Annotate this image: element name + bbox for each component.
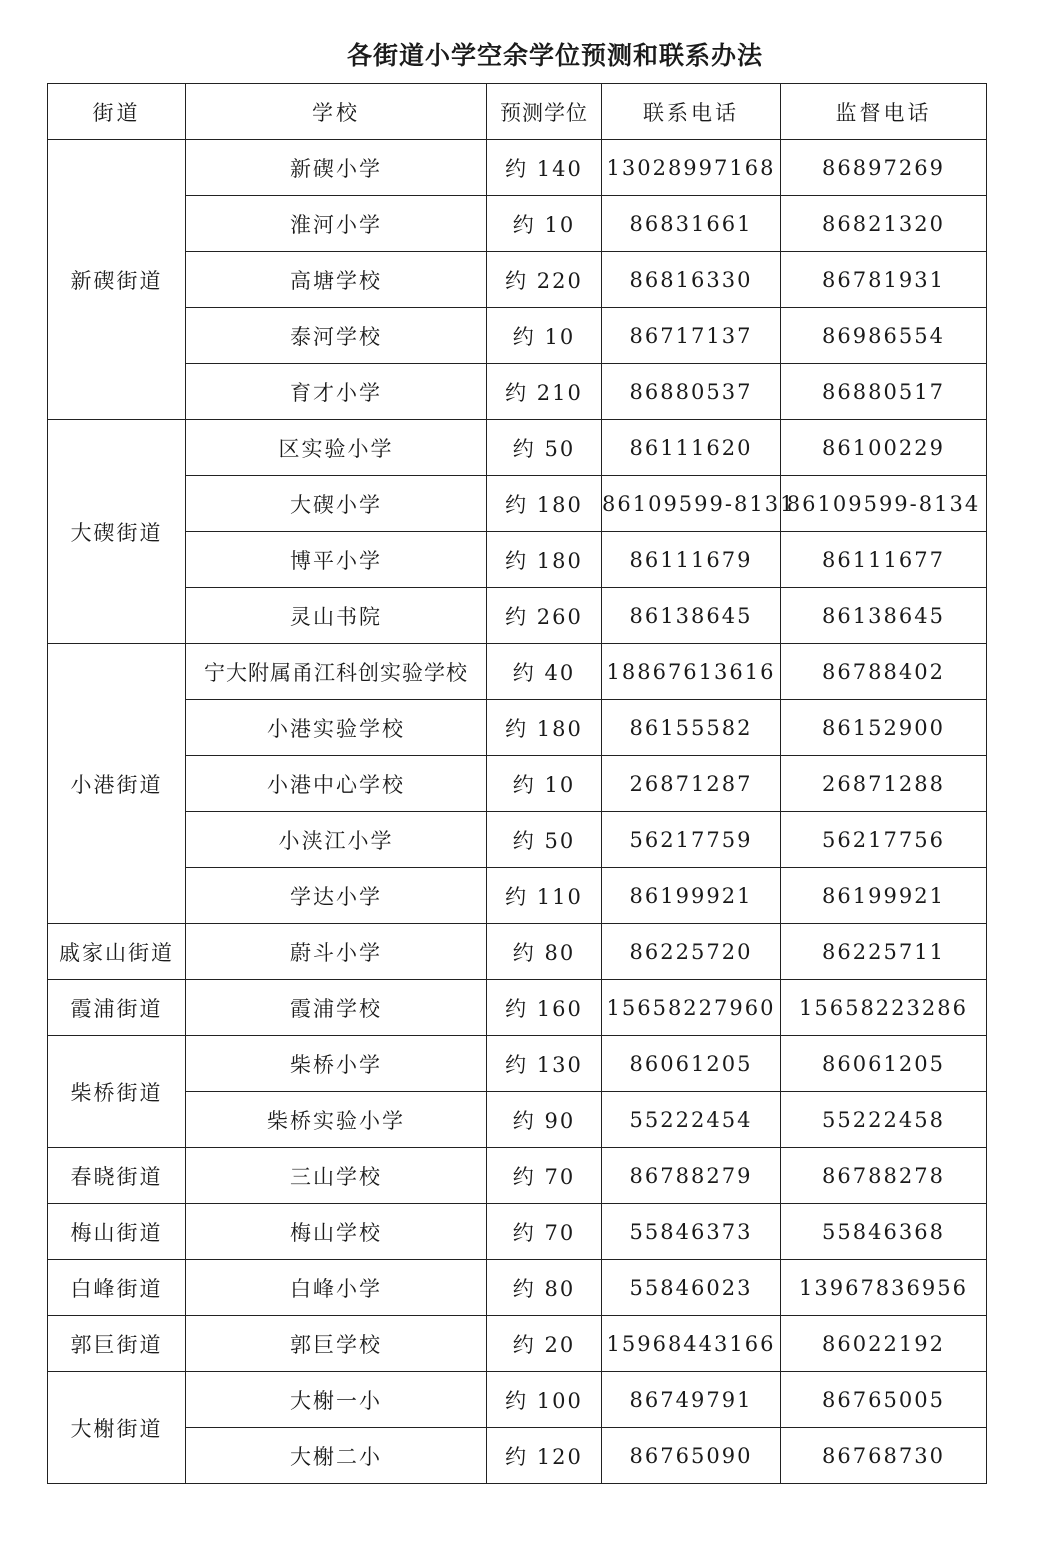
table-row — [48, 252, 987, 308]
street-cell: 柴桥街道 — [48, 1036, 186, 1148]
school-cell: 小港实验学校 — [186, 700, 487, 756]
seats-cell: 约 160 — [487, 980, 602, 1036]
contact-phone-cell: 86138645 — [602, 588, 781, 644]
table-row — [48, 196, 987, 252]
seats-cell: 约 130 — [487, 1036, 602, 1092]
school-cell: 霞浦学校 — [186, 980, 487, 1036]
seats-cell: 约 80 — [487, 1260, 602, 1316]
table-row — [48, 476, 987, 532]
street-cell: 白峰街道 — [48, 1260, 186, 1316]
table-row — [48, 1428, 987, 1484]
supervise-phone-cell: 86788278 — [781, 1148, 987, 1204]
seats-cell: 约 120 — [487, 1428, 602, 1484]
school-cell: 梅山学校 — [186, 1204, 487, 1260]
seats-cell: 约 50 — [487, 812, 602, 868]
supervise-phone-cell: 86897269 — [781, 140, 987, 196]
seats-cell: 约 210 — [487, 364, 602, 420]
supervise-phone-cell: 86986554 — [781, 308, 987, 364]
seats-cell: 约 10 — [487, 196, 602, 252]
school-cell: 新碶小学 — [186, 140, 487, 196]
header-contact: 联系电话 — [602, 84, 781, 140]
school-cell: 柴桥实验小学 — [186, 1092, 487, 1148]
street-cell: 大榭街道 — [48, 1372, 186, 1484]
supervise-phone-cell: 56217756 — [781, 812, 987, 868]
contact-phone-cell: 86765090 — [602, 1428, 781, 1484]
header-school: 学校 — [186, 84, 487, 140]
contact-phone-cell: 86109599-8131 — [602, 476, 781, 532]
seats-cell: 约 70 — [487, 1204, 602, 1260]
school-cell: 白峰小学 — [186, 1260, 487, 1316]
street-cell: 梅山街道 — [48, 1204, 186, 1260]
table-row — [48, 644, 987, 700]
table-row — [48, 1092, 987, 1148]
school-cell: 泰河学校 — [186, 308, 487, 364]
school-cell: 小港中心学校 — [186, 756, 487, 812]
school-cell: 小浃江小学 — [186, 812, 487, 868]
supervise-phone-cell: 86022192 — [781, 1316, 987, 1372]
header-row — [48, 84, 987, 140]
header-supervise: 监督电话 — [781, 84, 987, 140]
school-cell: 大碶小学 — [186, 476, 487, 532]
contact-phone-cell: 15968443166 — [602, 1316, 781, 1372]
street-cell: 新碶街道 — [48, 140, 186, 420]
table-row — [48, 700, 987, 756]
supervise-phone-cell: 86111677 — [781, 532, 987, 588]
school-cell: 大榭二小 — [186, 1428, 487, 1484]
supervise-phone-cell: 15658223286 — [781, 980, 987, 1036]
supervise-phone-cell: 86821320 — [781, 196, 987, 252]
seats-cell: 约 180 — [487, 476, 602, 532]
table-row — [48, 980, 987, 1036]
page-title: 各街道小学空余学位预测和联系办法 — [346, 41, 763, 70]
supervise-phone-cell: 55846368 — [781, 1204, 987, 1260]
header-seats: 预测学位 — [487, 84, 602, 140]
supervise-phone-cell: 55222458 — [781, 1092, 987, 1148]
seats-cell: 约 180 — [487, 700, 602, 756]
seats-cell: 约 10 — [487, 756, 602, 812]
seats-cell: 约 220 — [487, 252, 602, 308]
school-cell: 淮河小学 — [186, 196, 487, 252]
table-row — [48, 868, 987, 924]
contact-phone-cell: 56217759 — [602, 812, 781, 868]
contact-phone-cell: 86831661 — [602, 196, 781, 252]
supervise-phone-cell: 86109599-8134 — [781, 476, 987, 532]
contact-phone-cell: 86111620 — [602, 420, 781, 476]
street-cell: 霞浦街道 — [48, 980, 186, 1036]
school-cell: 郭巨学校 — [186, 1316, 487, 1372]
school-seats-table — [47, 83, 987, 1484]
table-row — [48, 756, 987, 812]
school-cell: 区实验小学 — [186, 420, 487, 476]
street-cell: 春晓街道 — [48, 1148, 186, 1204]
table-row — [48, 532, 987, 588]
header-street: 街道 — [48, 84, 186, 140]
school-cell: 三山学校 — [186, 1148, 487, 1204]
contact-phone-cell: 55222454 — [602, 1092, 781, 1148]
contact-phone-cell: 15658227960 — [602, 980, 781, 1036]
contact-phone-cell: 86155582 — [602, 700, 781, 756]
school-cell: 育才小学 — [186, 364, 487, 420]
seats-cell: 约 110 — [487, 868, 602, 924]
table-row — [48, 924, 987, 980]
supervise-phone-cell: 86765005 — [781, 1372, 987, 1428]
table-row — [48, 588, 987, 644]
school-cell: 学达小学 — [186, 868, 487, 924]
table-row — [48, 364, 987, 420]
seats-cell: 约 140 — [487, 140, 602, 196]
contact-phone-cell: 86199921 — [602, 868, 781, 924]
contact-phone-cell: 86788279 — [602, 1148, 781, 1204]
table-row — [48, 1316, 987, 1372]
supervise-phone-cell: 86781931 — [781, 252, 987, 308]
table-row — [48, 812, 987, 868]
supervise-phone-cell: 13967836956 — [781, 1260, 987, 1316]
table-row — [48, 1036, 987, 1092]
table-row — [48, 1372, 987, 1428]
supervise-phone-cell: 86225711 — [781, 924, 987, 980]
street-cell: 戚家山街道 — [48, 924, 186, 980]
contact-phone-cell: 26871287 — [602, 756, 781, 812]
supervise-phone-cell: 86138645 — [781, 588, 987, 644]
supervise-phone-cell: 86100229 — [781, 420, 987, 476]
contact-phone-cell: 86880537 — [602, 364, 781, 420]
table-row — [48, 1260, 987, 1316]
school-cell: 博平小学 — [186, 532, 487, 588]
contact-phone-cell: 18867613616 — [602, 644, 781, 700]
street-cell: 小港街道 — [48, 644, 186, 924]
supervise-phone-cell: 86152900 — [781, 700, 987, 756]
supervise-phone-cell: 86880517 — [781, 364, 987, 420]
contact-phone-cell: 86717137 — [602, 308, 781, 364]
school-cell: 灵山书院 — [186, 588, 487, 644]
school-cell: 柴桥小学 — [186, 1036, 487, 1092]
contact-phone-cell: 86061205 — [602, 1036, 781, 1092]
school-cell: 蔚斗小学 — [186, 924, 487, 980]
supervise-phone-cell: 26871288 — [781, 756, 987, 812]
seats-cell: 约 260 — [487, 588, 602, 644]
supervise-phone-cell: 86768730 — [781, 1428, 987, 1484]
table-row — [48, 140, 987, 196]
seats-cell: 约 40 — [487, 644, 602, 700]
contact-phone-cell: 86225720 — [602, 924, 781, 980]
table-row — [48, 420, 987, 476]
seats-cell: 约 100 — [487, 1372, 602, 1428]
contact-phone-cell: 55846373 — [602, 1204, 781, 1260]
supervise-phone-cell: 86199921 — [781, 868, 987, 924]
seats-cell: 约 80 — [487, 924, 602, 980]
contact-phone-cell: 86816330 — [602, 252, 781, 308]
table-row — [48, 1148, 987, 1204]
school-cell: 宁大附属甬江科创实验学校 — [186, 644, 487, 700]
seats-cell: 约 10 — [487, 308, 602, 364]
street-cell: 郭巨街道 — [48, 1316, 186, 1372]
seats-cell: 约 20 — [487, 1316, 602, 1372]
supervise-phone-cell: 86061205 — [781, 1036, 987, 1092]
school-cell: 高塘学校 — [186, 252, 487, 308]
street-cell: 大碶街道 — [48, 420, 186, 644]
contact-phone-cell: 86749791 — [602, 1372, 781, 1428]
table-row — [48, 1204, 987, 1260]
supervise-phone-cell: 86788402 — [781, 644, 987, 700]
school-cell: 大榭一小 — [186, 1372, 487, 1428]
seats-cell: 约 90 — [487, 1092, 602, 1148]
seats-cell: 约 70 — [487, 1148, 602, 1204]
contact-phone-cell: 86111679 — [602, 532, 781, 588]
contact-phone-cell: 13028997168 — [602, 140, 781, 196]
table-row — [48, 308, 987, 364]
seats-cell: 约 50 — [487, 420, 602, 476]
seats-cell: 约 180 — [487, 532, 602, 588]
contact-phone-cell: 55846023 — [602, 1260, 781, 1316]
